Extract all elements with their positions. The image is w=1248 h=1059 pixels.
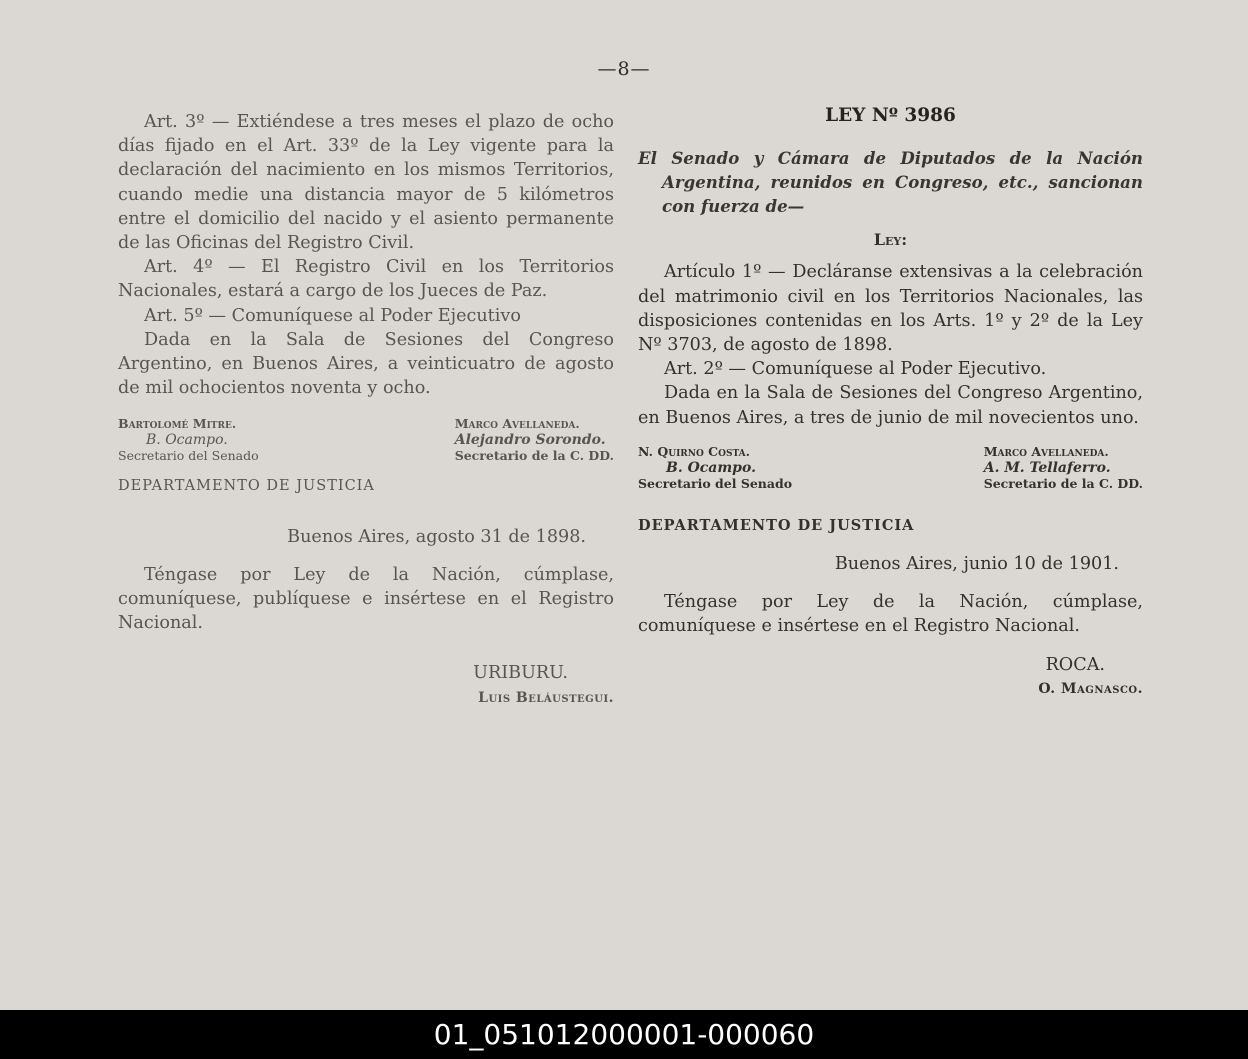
decree-date: Buenos Aires, agosto 31 de 1898. bbox=[287, 526, 586, 547]
chamber-signatures-right bbox=[984, 444, 1143, 492]
decree-date-right: Buenos Aires, junio 10 de 1901. bbox=[834, 554, 1119, 575]
law-heading: LEY Nº 3986 bbox=[825, 105, 956, 126]
senate-signatures-right bbox=[638, 444, 792, 492]
signature-block-right bbox=[638, 444, 1143, 492]
right-column bbox=[638, 104, 1143, 701]
minister-signature: Luis Beláustegui. bbox=[478, 689, 614, 706]
promulgation-text: Téngase por Ley de la Nación, cúmplase, comuníquese, publíquese e insértese en el Registro Nacional. bbox=[118, 564, 614, 634]
chamber-president-right: Marco Avellaneda. bbox=[983, 443, 1109, 459]
article-2: Art. 2º — Comuníquese al Poder Ejecutivo. bbox=[664, 359, 1047, 380]
executive-signature-right: ROCA. bbox=[1045, 654, 1105, 675]
chamber-president: Marco Avellaneda. bbox=[454, 416, 580, 432]
senate-president-right: N. Quirno Costa. bbox=[638, 443, 751, 459]
minister-signature-right: O. Magnasco. bbox=[1038, 680, 1143, 697]
department-heading-right: DEPARTAMENTO DE JUSTICIA bbox=[638, 516, 915, 534]
image-id-footer: 01_051012000001-000060 bbox=[0, 1010, 1248, 1059]
senate-secretary-title-right: Secretario del Senado bbox=[638, 475, 793, 491]
senate-secretary-title: Secretario del Senado bbox=[118, 448, 259, 464]
chamber-secretary: Alejandro Sorondo. bbox=[454, 432, 606, 449]
chamber-secretary-title: Secretario de la C. DD. bbox=[454, 448, 614, 464]
enacting-formula: El Senado y Cámara de Diputados de la Nación Argentina, reunidos en Congreso, etc., sancionan con fuerza de— bbox=[638, 148, 1143, 217]
article-1: Artículo 1º — Decláranse extensivas a la celebración del matrimonio civil en los Territorios Nacionales, las disposiciones contenidas en los Arts. 1º y 2º de la Ley Nº 3703, de agosto de 1898. bbox=[638, 262, 1143, 356]
chamber-secretary-right: A. M. Tellaferro. bbox=[983, 459, 1111, 476]
ley-label: Ley: bbox=[873, 230, 908, 250]
promulgation-text-right: Téngase por Ley de la Nación, cúmplase, comuníquese e insértese en el Registro Nacional. bbox=[638, 592, 1143, 637]
senate-secretary: B. Ocampo. bbox=[146, 432, 228, 449]
chamber-signatures bbox=[455, 416, 614, 464]
article-3: Art. 3º — Extiéndese a tres meses el plazo de ocho días fijado en el Art. 33º de la Ley vigente para la declaración del nacimiento en los mismos Territorios, cuando medie una distancia mayor de 5 kilómetros entre el domicilio del nacido y el asiento permanente de las Oficinas del Registro Civil. bbox=[118, 112, 614, 254]
dada-paragraph: Dada en la Sala de Sesiones del Congreso Argentino, en Buenos Aires, a veinticuatro de agosto de mil ochocientos noventa y ocho. bbox=[118, 329, 614, 399]
senate-signatures bbox=[118, 416, 259, 464]
article-5: Art. 5º — Comuníquese al Poder Ejecutivo bbox=[144, 305, 521, 326]
senate-secretary-right: B. Ocampo. bbox=[666, 459, 756, 476]
senate-president: Bartolomé Mitre. bbox=[118, 416, 237, 432]
article-4: Art. 4º — El Registro Civil en los Territorios Nacionales, estará a cargo de los Jueces de Paz. bbox=[118, 257, 614, 302]
executive-signature: URIBURU. bbox=[473, 663, 568, 684]
page-number: —8— bbox=[597, 58, 651, 80]
dada-paragraph-right: Dada en la Sala de Sesiones del Congreso Argentino, en Buenos Aires, a tres de junio de mil novecientos uno. bbox=[638, 383, 1143, 428]
signature-block bbox=[118, 416, 614, 464]
left-column bbox=[118, 110, 614, 710]
department-heading: DEPARTAMENTO DE JUSTICIA bbox=[118, 478, 375, 495]
chamber-secretary-title-right: Secretario de la C. DD. bbox=[983, 475, 1143, 491]
